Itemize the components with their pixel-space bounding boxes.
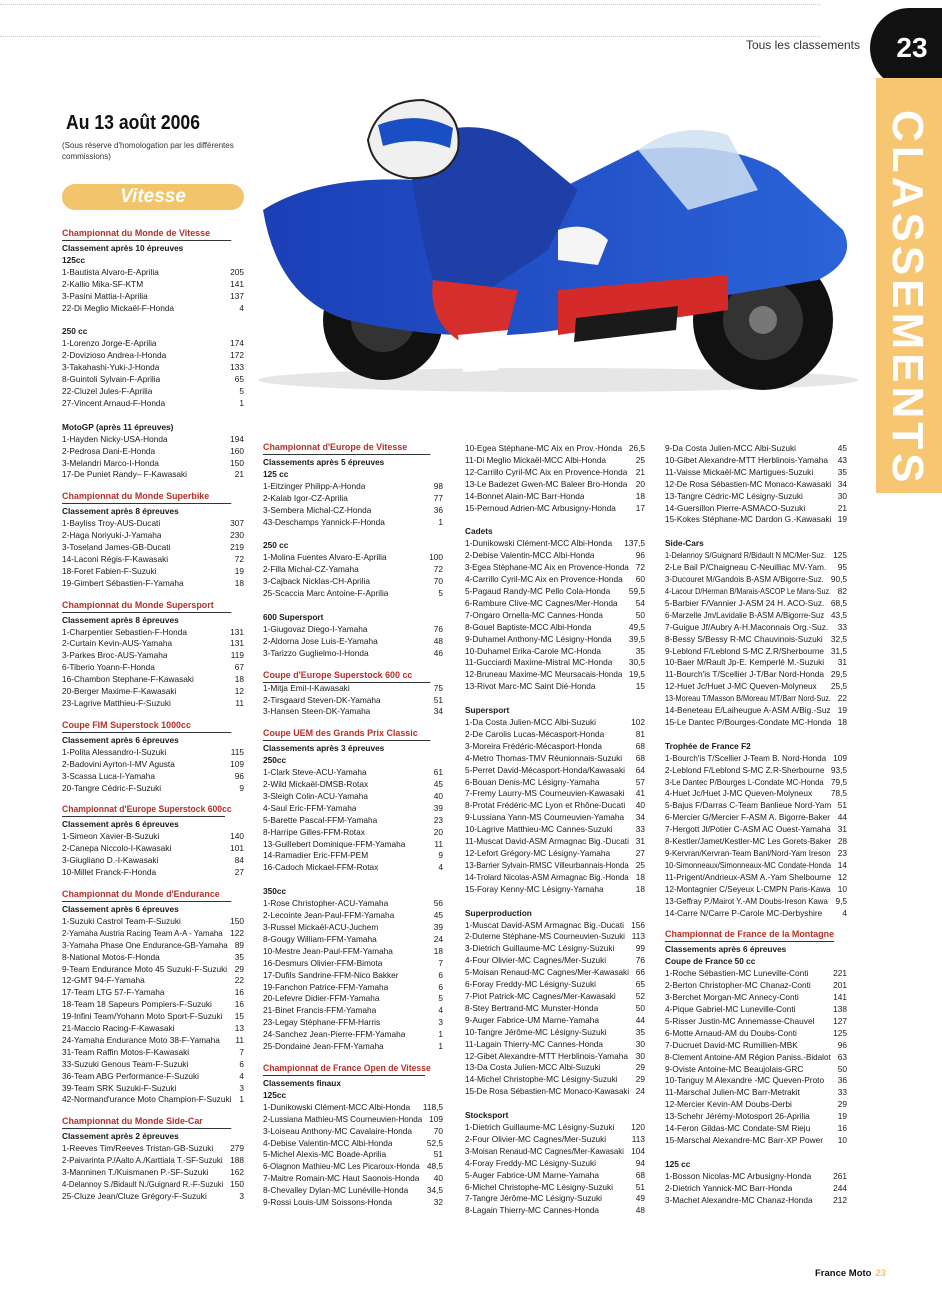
result-row: 25-Dondaine Jean-FFM-Yamaha 1 bbox=[263, 1041, 443, 1052]
result-row: 12-Gibet Alexandre-MTT Herblinois-Yamaha 30 bbox=[465, 1050, 645, 1061]
result-row: 4-Metro Thomas-TMV Réunionnais-Suzuki 68 bbox=[465, 752, 645, 763]
result-row: 8-Gougy William-FFM-Yamaha 24 bbox=[263, 933, 443, 944]
result-row: 12-Huet Jc/Huet J-MC Queven-Molyneux 25,5 bbox=[665, 681, 847, 692]
result-row: 7-Guigue Jf/Aubry A-H.Maconnais Org.-Suz. 33 bbox=[665, 621, 847, 632]
result-row: 9-Team Endurance Moto 45 Suzuki-F-Suzuki 29 bbox=[62, 963, 244, 974]
result-row: 1-Dunikowski Clément-MCC Albi-Honda 137,5 bbox=[465, 538, 645, 549]
result-row: 17-Dufils Sandrine-FFM-Nico Bakker 6 bbox=[263, 969, 443, 980]
homologation-note: (Sous réserve d'homologation par les différentes commissions) bbox=[62, 141, 234, 161]
result-row: 24-Sanchez Jean-Pierre-FFM-Yamaha 1 bbox=[263, 1029, 443, 1040]
result-row: 7-Maitre Romain-MC Haut Saonois-Honda 40 bbox=[263, 1173, 443, 1184]
result-row: 21-Binet Francis-FFM-Yamaha 4 bbox=[263, 1005, 443, 1016]
top-dotted-rule bbox=[0, 4, 820, 5]
subheading: Classement après 8 épreuves bbox=[62, 614, 179, 625]
result-row: 10-Tangre Jérôme-MC Lésigny-Suzuki 35 bbox=[465, 1026, 645, 1037]
result-row: 36-Team ABG Performance-F-Suzuki 4 bbox=[62, 1070, 244, 1081]
result-row: 2-Leblond F/Leblond S-MC Z.R-Sherbourne 93,5 bbox=[665, 764, 847, 775]
result-row: 1-Simeon Xavier-B-Suzuki 140 bbox=[62, 831, 244, 842]
result-row: 16-Desmurs Olivier-FFM-Bimota 7 bbox=[263, 957, 443, 968]
result-row: 1-Polita Alessandro-I-Suzuki 115 bbox=[62, 746, 244, 757]
class-label-250cc: 250 cc bbox=[62, 326, 88, 337]
heading-superstock-600: Championnat d'Europe Superstock 600cc bbox=[62, 804, 232, 816]
result-row: 8-Clement Antoine-AM Région Paniss.-Bidalot 63 bbox=[665, 1051, 847, 1062]
heading-uem-classic: Coupe UEM des Grands Prix Classic bbox=[263, 727, 430, 741]
result-row: 27-Vincent Arnaud-F-Honda 1 bbox=[62, 397, 244, 408]
class-label-250cc: 250cc bbox=[263, 755, 287, 766]
result-row: 42-Normand'urance Moto Champion-F-Suzuki 1 bbox=[62, 1094, 244, 1105]
result-row: 12-GMT 94-F-Yamaha 22 bbox=[62, 975, 244, 986]
result-row: 9-Rossi Louis-UM Soissons-Honda 32 bbox=[263, 1197, 443, 1208]
result-row: 11-Bourch'is T/Scellier J-T/Bar Nord-Honda 29,5 bbox=[665, 669, 847, 680]
result-row: 2-Debise Valentin-MCC Albi-Honda 96 bbox=[465, 550, 645, 561]
result-row: 10-Tanguy M Alexandre -MC Queven-Proto 36 bbox=[665, 1075, 847, 1086]
result-row: 11-Marschal Julien-MC Barr-Metrakit 33 bbox=[665, 1087, 847, 1098]
result-row: 3-Berchet Morgan-MC Annecy-Conti 141 bbox=[665, 992, 847, 1003]
result-row: 23-Lagrive Matthieu-F-Suzuki 11 bbox=[62, 698, 244, 708]
result-row: 13-Tangre Cédric-MC Lésigny-Suzuki 30 bbox=[665, 490, 847, 501]
result-row: 6-Rambure Clive-MC Cagnes/Mer-Honda 54 bbox=[465, 597, 645, 608]
result-row: 14-Feron Gildas-MC Condate-SM Rieju 16 bbox=[665, 1123, 847, 1134]
result-row: 3-Hansen Steen-DK-Yamaha 34 bbox=[263, 706, 443, 717]
result-row: 13-Schehr Jérémy-Motosport 26-Aprilia 19 bbox=[665, 1111, 847, 1122]
result-row: 3-Parkes Broc-AUS-Yamaha 119 bbox=[62, 650, 244, 661]
result-row: 22-Cluzel Jules-F-Aprilia 5 bbox=[62, 385, 244, 396]
class-label-125cc: 125cc bbox=[263, 1089, 287, 1100]
result-row: 2-Berton Christopher-MC Chanaz-Conti 201 bbox=[665, 980, 847, 991]
result-row: 20-Berger Maxime-F-Kawasaki 12 bbox=[62, 686, 244, 697]
result-row: 3-Sembera Michal-CZ-Honda 36 bbox=[263, 504, 443, 515]
result-row: 3-Manninen T./Kuismanen P.-SF-Suzuki 162 bbox=[62, 1167, 244, 1178]
subheading: Classement après 2 épreuves bbox=[62, 1131, 179, 1142]
result-row: 13-Geffray P./Mairot Y.-AM Doubs-Ireson Kawa 9,5 bbox=[665, 895, 847, 906]
subheading: Classement après 10 épreuves bbox=[62, 243, 184, 253]
result-row: 3-Moreira Frédéric-Mécasport-Honda 68 bbox=[465, 740, 645, 751]
result-row: 15-De Rosa Sébastien-MC Monaco-Kawasaki 24 bbox=[465, 1086, 645, 1097]
result-row: 10-Duhamel Erika-Carole MC-Honda 35 bbox=[465, 645, 645, 656]
class-label-125cc: 125 cc bbox=[665, 1158, 691, 1169]
vitesse-banner: Vitesse bbox=[62, 184, 244, 210]
result-row: 13-Da Costa Julien-MCC Albi-Suzuki 29 bbox=[465, 1062, 645, 1073]
result-row: 20-Lefevre Didier-FFM-Yamaha 5 bbox=[263, 993, 443, 1004]
class-label-side-cars: Side-Cars bbox=[665, 538, 704, 549]
result-row: 13-Rivot Marc-MC Saint Dié-Honda 15 bbox=[465, 681, 645, 692]
result-row: 3-Yamaha Phase One Endurance-GB-Yamaha 89 bbox=[62, 939, 244, 950]
heading-france-open: Championnat de France Open de Vitesse bbox=[263, 1062, 431, 1074]
result-row: 14-Michel Christophe-MC Lésigny-Suzuki 29 bbox=[465, 1074, 645, 1085]
result-row: 11-Lagain Thierry-MC Cannes-Honda 30 bbox=[465, 1038, 645, 1049]
heading-superbike: Championnat du Monde Superbike bbox=[62, 490, 231, 504]
result-row: 9-Kervran/Kervran-Team Banl/Nord-Yam Ireson 23 bbox=[665, 848, 847, 858]
subheading: Classement après 6 épreuves bbox=[62, 819, 179, 830]
result-row: 2-Filla Michal-CZ-Yamaha 72 bbox=[263, 564, 443, 575]
class-label-350cc: 350cc bbox=[263, 886, 287, 897]
class-label-cadets: Cadets bbox=[465, 526, 493, 537]
result-row: 3-Scassa Luca-I-Yamaha 96 bbox=[62, 770, 244, 781]
result-row: 12-Carrillo Cyril-MC Aix en Provence-Honda 21 bbox=[465, 466, 645, 477]
result-row: 2-Kallio Mika-SF-KTM 141 bbox=[62, 278, 244, 289]
result-row: 1-Muscat David-ASM Armagnac Big.-Ducati 156 bbox=[465, 919, 645, 930]
result-row: 15-Le Dantec P/Bourges-Condate MC-Honda 18 bbox=[665, 716, 847, 727]
result-row: 4-Four Olivier-MC Cagnes/Mer-Suzuki 76 bbox=[465, 955, 645, 966]
result-row: 1-Roche Sébastien-MC Luneville-Conti 221 bbox=[665, 968, 847, 979]
result-row: 10-Mestre Jean-Paul-FFM-Yamaha 18 bbox=[263, 945, 443, 956]
class-label-250cc: 250 cc bbox=[263, 540, 289, 551]
result-row: 1-Lorenzo Jorge-E-Aprilia 174 bbox=[62, 338, 244, 349]
result-row: 11-Gucciardi Maxime-Mistral MC-Honda 30,5 bbox=[465, 657, 645, 668]
result-row: 17-Team LTG 57-F-Yamaha 16 bbox=[62, 987, 244, 998]
result-row: 8-Chevalley Dylan-MC Lunéville-Honda 34,5 bbox=[263, 1185, 443, 1196]
result-row: 1-Da Costa Julien-MCC Albi-Suzuki 102 bbox=[465, 717, 645, 728]
result-row: 2-Wild Mickaël-DMSB-Rotax 45 bbox=[263, 779, 443, 790]
result-row: 7-Ongaro Ornella-MC Cannes-Honda 50 bbox=[465, 609, 645, 620]
result-row: 11-Di Meglio Mickaël-MCC Albi-Honda 25 bbox=[465, 454, 645, 465]
subheading: Classements après 5 épreuves bbox=[263, 457, 385, 467]
result-row: 12-Bruneau Maxime-MC Meursacais-Honda 19,5 bbox=[465, 669, 645, 680]
footer-folio: France Moto 23 bbox=[815, 1268, 887, 1279]
result-row: 10-Baer M/Rault Jp-E. Kemperlé M.-Suzuki 31 bbox=[665, 657, 847, 668]
result-row: 1-Eitzinger Philipp-A-Honda 98 bbox=[263, 480, 443, 491]
result-row: 8-Stey Bertrand-MC Munster-Honda 50 bbox=[465, 1002, 645, 1013]
result-row: 39-Team SRK Suzuki-F-Suzuki 3 bbox=[62, 1082, 244, 1093]
result-row: 2-Lussiana Mathieu-MS Courneuvien-Honda 109 bbox=[263, 1113, 443, 1124]
result-row: 2-Duterne Stéphane-MS Courneuvien-Suzuki 113 bbox=[465, 931, 645, 942]
page-number-badge: 23 bbox=[870, 8, 942, 88]
result-row: 1-Bosson Nicolas-MC Arbusigny-Honda 261 bbox=[665, 1170, 847, 1181]
class-label-125cc: 125cc bbox=[62, 254, 86, 265]
section-label: Tous les classements bbox=[745, 38, 860, 52]
result-row: 4-Carrillo Cyril-MC Aix en Provence-Honda 60 bbox=[465, 574, 645, 585]
result-row: 9-Oviste Antoine-MC Beaujolais-GRC 50 bbox=[665, 1063, 847, 1074]
result-row: 24-Yamaha Endurance Moto 38-F-Yamaha 11 bbox=[62, 1034, 244, 1045]
class-label-trophee-f2: Trophée de France F2 bbox=[665, 740, 751, 751]
motorcycle-racer-photo bbox=[258, 80, 876, 400]
heading-europe-vitesse: Championnat d'Europe de Vitesse bbox=[263, 441, 430, 455]
result-row: 1-Delannoy S/Guignard R/Bidault N MC/Mer-Suz. 125 bbox=[665, 550, 847, 561]
result-row: 9-Duhamel Anthony-MC Lésigny-Honda 39,5 bbox=[465, 633, 645, 644]
results-column-3 bbox=[465, 443, 645, 1217]
result-row: 12-Lefort Grégory-MC Lésigny-Yamaha 27 bbox=[465, 848, 645, 858]
result-row: 3-Cajback Nicklas-CH-Aprilia 70 bbox=[263, 576, 443, 587]
result-row: 2-Paivarinta P./Aalto A./Karttiala T.-SF-Suzuki 188 bbox=[62, 1155, 244, 1166]
result-row: 22-Di Meglio Mickaël-F-Honda 4 bbox=[62, 302, 244, 313]
result-row: 7-Fremy Laurry-MS Courneuvien-Kawasaki 41 bbox=[465, 788, 645, 799]
result-row: 16-Cadoch Mickael-FFM-Rotax 4 bbox=[263, 862, 443, 873]
heading-montagne: Championnat de France de la Montagne bbox=[665, 929, 835, 941]
result-row: 15-Foray Kenny-MC Lésigny-Yamaha 18 bbox=[465, 883, 645, 894]
subheading: Classements après 3 épreuves bbox=[263, 743, 385, 754]
result-row: 14-Beneteau E/Laiheugue A-ASM A/Big.-Suz 19 bbox=[665, 705, 847, 716]
result-row: 3-Ducouret M/Gandois B-ASM A/Bigorre-Suz. 90,5 bbox=[665, 574, 847, 585]
result-row: 14-Laconi Régis-F-Kawasaki 72 bbox=[62, 553, 244, 564]
result-row: 2-Kalab Igor-CZ-Aprilia 77 bbox=[263, 492, 443, 503]
result-row: 1-Mitja Emil-I-Kawasaki 75 bbox=[263, 682, 443, 693]
date-title: Au 13 août 2006 bbox=[66, 112, 201, 134]
result-row: 8-Kestler/Jamet/Kestler-MC Les Gorets-Baker 28 bbox=[665, 836, 847, 847]
result-row: 15-Kokes Stéphane-MC Dardon G.-Kawasaki 19 bbox=[665, 514, 847, 525]
class-label-superproduction: Superproduction bbox=[465, 907, 532, 918]
result-row: 5-Risser Justin-MC Annemasse-Chauvel 127 bbox=[665, 1015, 847, 1026]
result-row: 2-Lecointe Jean-Paul-FFM-Yamaha 45 bbox=[263, 910, 443, 921]
result-row: 14-Carre N/Carre P-Carole MC-Derbyshire 4 bbox=[665, 907, 847, 918]
result-row: 7-Piot Patrick-MC Cagnes/Mer-Kawasaki 52 bbox=[465, 990, 645, 1001]
result-row: 5-Barbier F/Vannier J-ASM 24 H. ACO-Suz. 68,5 bbox=[665, 597, 847, 608]
result-row: 6-Mercier G/Mercier F-ASM A. Bigorre-Baker 44 bbox=[665, 812, 847, 823]
result-row: 16-Chambon Stephane-F-Kawasaki 18 bbox=[62, 674, 244, 685]
result-row: 12-Mercier Kevin-AM Doubs-Derbi 29 bbox=[665, 1099, 847, 1110]
result-row: 1-Bautista Alvaro-E-Aprilia 205 bbox=[62, 266, 244, 277]
result-row: 4-Delannoy S./Bidault N./Guignard R.-F-Suzuki 150 bbox=[62, 1179, 244, 1189]
result-row: 10-Millet Franck-F-Honda 27 bbox=[62, 867, 244, 878]
result-row: 2-Haga Noriyuki-J-Yamaha 230 bbox=[62, 530, 244, 541]
result-row: 9-Lussiana Yann-MS Courneuvien-Yamaha 34 bbox=[465, 812, 645, 823]
result-row: 14-Ramadier Eric-FFM-PEM 9 bbox=[263, 850, 443, 861]
result-row: 1-Bourch'is T/Scellier J-Team B. Nord-Honda 109 bbox=[665, 752, 847, 763]
result-row: 2-Aldorna Jose Luis-E-Yamaha 48 bbox=[263, 635, 443, 646]
result-row: 2-Le Bail P/Chaigneau C-Neuilliac MV-Yam. 95 bbox=[665, 562, 847, 573]
result-row: 9-Leblond F/Leblond S-MC Z.R/Sherbourne 31,5 bbox=[665, 645, 847, 656]
result-row: 1-Suzuki Castrol Team-F-Suzuki 150 bbox=[62, 915, 244, 926]
result-row: 8-Harripe Gilles-FFM-Rotax 20 bbox=[263, 826, 443, 837]
result-row: 8-Lagain Thierry-MC Cannes-Honda 48 bbox=[465, 1205, 645, 1216]
result-row: 8-Guintoli Sylvain-F-Aprilia 65 bbox=[62, 374, 244, 385]
result-row: 1-Rose Christopher-ACU-Yamaha 56 bbox=[263, 898, 443, 909]
result-row: 3-Giugliano D.-I-Kawasaki 84 bbox=[62, 855, 244, 866]
result-row: 3-Tarizzo Guglielmo-I-Honda 46 bbox=[263, 647, 443, 658]
class-label-stocksport: Stocksport bbox=[465, 1110, 509, 1121]
result-row: 13-Guillebert Dominique-FFM-Yamaha 11 bbox=[263, 838, 443, 849]
result-row: 1-Reeves Tim/Reeves Tristan-GB-Suzuki 279 bbox=[62, 1143, 244, 1154]
result-row: 4-Pique Gabriel-MC Luneville-Conti 138 bbox=[665, 1003, 847, 1014]
heading-supersport: Championnat du Monde Supersport bbox=[62, 599, 231, 613]
class-label-125cc: 125 cc bbox=[263, 468, 289, 479]
result-row: 4-Saul Eric-FFM-Yamaha 39 bbox=[263, 802, 443, 813]
result-row: 13-Barrier Sylvain-RMSC Villeurbannais-Honda 25 bbox=[465, 859, 645, 870]
subheading: Classement après 6 épreuves bbox=[62, 734, 179, 745]
result-row: 1-Dunikowski Clément-MCC Albi-Honda 118,5 bbox=[263, 1101, 443, 1112]
result-row: 17-De Puniet Randy– F-Kawasaki 21 bbox=[62, 469, 244, 480]
result-row: 19-Infini Team/Yohann Moto Sport-F-Suzuki 15 bbox=[62, 1011, 244, 1022]
class-label-supersport: Supersport bbox=[465, 705, 510, 716]
result-row: 12-Montagnier C/Seyeux L-CMPN Paris-Kawa 10 bbox=[665, 883, 847, 894]
heading-superstock-1000: Coupe FIM Superstock 1000cc bbox=[62, 719, 231, 733]
result-row: 3-Egea Stéphane-MC Aix en Provence-Honda 72 bbox=[465, 562, 645, 573]
result-row: 3-Pasini Mattia-I-Aprilia 137 bbox=[62, 290, 244, 301]
result-row: 21-Maccio Racing-F-Kawasaki 13 bbox=[62, 1023, 244, 1034]
result-row: 8-Gouel Baptiste-MCC Albi-Honda 49,5 bbox=[465, 621, 645, 632]
result-row: 6-Marzelle Jm/Lavidalie B-ASM A/Bigorre-Suz 43,5 bbox=[665, 609, 847, 620]
result-row: 20-Tangre Cédric-F-Suzuki 9 bbox=[62, 782, 244, 793]
result-row: 6-Michel Christophe-MC Lésigny-Suzuki 51 bbox=[465, 1181, 645, 1192]
subheading: Classements après 6 épreuves bbox=[665, 944, 787, 955]
result-row: 2-Dovizioso Andrea-I-Honda 172 bbox=[62, 350, 244, 361]
heading-endurance: Championnat du Monde d'Endurance bbox=[62, 888, 231, 902]
result-row: 10-Gibet Alexandre-MTT Herblinois-Yamaha 43 bbox=[665, 454, 847, 465]
result-row: 1-Hayden Nicky-USA-Honda 194 bbox=[62, 433, 244, 444]
result-row: 6-Bouan Denis-MC Lésigny-Yamaha 57 bbox=[465, 776, 645, 787]
results-column-1 bbox=[62, 227, 244, 1203]
result-row: 4-Lacour D/Herman B/Marais-ASCOP Le Mans-Suz. 82 bbox=[665, 585, 847, 596]
result-row: 18-Team 18 Sapeurs Pompiers-F-Suzuki 16 bbox=[62, 999, 244, 1010]
result-row: 2-Yamaha Austria Racing Team A-A - Yamaha 122 bbox=[62, 927, 244, 938]
result-row: 14-Bonnet Alain-MC Barr-Honda 18 bbox=[465, 490, 645, 501]
result-row: 3-Sleigh Colin-ACU-Yamaha 40 bbox=[263, 790, 443, 801]
vertical-title: CLASSEMENTS bbox=[883, 110, 932, 487]
result-row: 9-Da Costa Julien-MCC Albi-Suzuki 45 bbox=[665, 443, 847, 453]
result-row: 2-Tirsgaard Steven-DK-Yamaha 51 bbox=[263, 694, 443, 705]
result-row: 10-Lagrive Matthieu-MC Cannes-Suzuki 33 bbox=[465, 824, 645, 835]
result-row: 3-Loiseau Anthony-MC Cavalaire-Honda 70 bbox=[263, 1125, 443, 1136]
result-row: 8-Bessy S/Bessy R-MC Chauvinois-Suzuki 32,5 bbox=[665, 633, 847, 644]
result-row: 18-Foret Fabien-F-Suzuki 19 bbox=[62, 565, 244, 576]
results-column-2 bbox=[263, 441, 443, 1209]
result-row: 3-Toseland James-GB-Ducati 219 bbox=[62, 542, 244, 553]
result-row: 7-Tangre Jérôme-MC Lésigny-Suzuki 49 bbox=[465, 1193, 645, 1204]
result-row: 5-Auger Fabrice-UM Marne-Yamaha 68 bbox=[465, 1169, 645, 1180]
result-row: 1-Giugovaz Diego-I-Yamaha 76 bbox=[263, 623, 443, 634]
result-row: 43-Deschamps Yannick-F-Honda 1 bbox=[263, 516, 443, 527]
result-row: 7-Hergott Jl/Potier C-ASM AC Ouest-Yamaha 31 bbox=[665, 824, 847, 835]
result-row: 15-Pernoud Adrien-MC Arbusigny-Honda 17 bbox=[465, 502, 645, 513]
result-row: 25-Cluze Jean/Cluze Grégory-F-Suzuki 3 bbox=[62, 1190, 244, 1201]
result-row: 4-Foray Freddy-MC Lésigny-Suzuki 94 bbox=[465, 1157, 645, 1168]
result-row: 5-Moisan Renaud-MC Cagnes/Mer-Kawasaki 66 bbox=[465, 967, 645, 978]
result-row: 11-Vaisse Mickaël-MC Martigues-Suzuki 35 bbox=[665, 466, 847, 477]
result-row: 1-Bayliss Troy-AUS-Ducati 307 bbox=[62, 518, 244, 529]
result-row: 11-Muscat David-ASM Armagnac Big.-Ducati 31 bbox=[465, 836, 645, 847]
result-row: 2-Badovini Ayrton-I-MV Agusta 109 bbox=[62, 758, 244, 769]
result-row: 6-Motte Arnaud-AM du Doubs-Conti 125 bbox=[665, 1027, 847, 1038]
result-row: 13-Moreau T/Masson B/Moreau MT/Barr Nord-Suz. 22 bbox=[665, 693, 847, 704]
result-row: 3-Russel Mickaël-ACU-Juchem 39 bbox=[263, 922, 443, 932]
class-label-motogp: MotoGP (après 11 épreuves) bbox=[62, 421, 174, 432]
result-row: 2-Dietrich Yannick-MC Barr-Honda 244 bbox=[665, 1182, 847, 1193]
result-row: 10-Simonneaux/Simonneaux-MC Condate-Honda 14 bbox=[665, 859, 847, 870]
result-row: 15-Marschal Alexandre-MC Barr-XP Power 10 bbox=[665, 1134, 847, 1145]
result-row: 5-Perret David-Mécasport-Honda/Kawasaki 64 bbox=[465, 764, 645, 775]
result-row: 7-Ducruet David-MC Rumillien-MBK 96 bbox=[665, 1039, 847, 1050]
result-row: 3-Dietrich Guillaume-MC Lésigny-Suzuki 99 bbox=[465, 943, 645, 954]
result-row: 31-Team Raffin Motos-F-Kawasaki 7 bbox=[62, 1046, 244, 1057]
result-row: 2-Four Olivier-MC Cagnes/Mer-Suzuki 113 bbox=[465, 1133, 645, 1144]
result-row: 2-De Carolis Lucas-Mécasport-Honda 81 bbox=[465, 728, 645, 739]
result-row: 23-Legay Stéphane-FFM-Harris 3 bbox=[263, 1017, 443, 1028]
result-row: 33-Suzuki Genous Team-F-Suzuki 6 bbox=[62, 1058, 244, 1069]
result-row: 2-Pedrosa Dani-E-Honda 160 bbox=[62, 445, 244, 456]
result-row: 3-Melandri Marco-I-Honda 150 bbox=[62, 457, 244, 468]
result-row: 1-Molina Fuentes Alvaro-E-Aprilia 100 bbox=[263, 552, 443, 563]
subheading: Classements finaux bbox=[263, 1077, 341, 1088]
result-row: 6-Olagnon Mathieu-MC Les Picaroux-Honda 48,5 bbox=[263, 1161, 443, 1172]
result-row: 1-Dietrich Guillaume-MC Lésigny-Suzuki 120 bbox=[465, 1122, 645, 1133]
result-row: 6-Foray Freddy-MC Lésigny-Suzuki 65 bbox=[465, 979, 645, 990]
result-row: 9-Auger Fabrice-UM Marne-Yamaha 44 bbox=[465, 1014, 645, 1025]
result-row: 5-Barette Pascal-FFM-Yamaha 23 bbox=[263, 814, 443, 825]
result-row: 2-Curtain Kevin-AUS-Yamaha 131 bbox=[62, 638, 244, 649]
result-row: 14-Trolard Nicolas-ASM Armagnac Big.-Honda 18 bbox=[465, 871, 645, 882]
result-row: 2-Canepa Niccolo-I-Kawasaki 101 bbox=[62, 843, 244, 854]
heading-europe-superstock-600: Coupe d'Europe Superstock 600 cc bbox=[263, 669, 430, 683]
class-label-50cc: Coupe de France 50 cc bbox=[665, 956, 756, 967]
result-row: 3-Takahashi-Yuki-J-Honda 133 bbox=[62, 362, 244, 373]
subheading: Classement après 6 épreuves bbox=[62, 903, 179, 914]
result-row: 12-De Rosa Sébastien-MC Monaco-Kawasaki 34 bbox=[665, 478, 847, 489]
heading-side-car: Championnat du Monde Side-Car bbox=[62, 1115, 231, 1129]
result-row: 10-Egea Stéphane-MC Aix en Prov.-Honda 26,5 bbox=[465, 443, 645, 453]
results-column-4 bbox=[665, 443, 847, 1206]
result-row: 3-Le Dantec P/Bourges L-Condate MC-Honda 79,5 bbox=[665, 776, 847, 787]
heading-monde-vitesse: Championnat du Monde de Vitesse bbox=[62, 227, 231, 241]
result-row: 14-Guersillon Pierre-ASMACO-Suzuki 21 bbox=[665, 502, 847, 513]
result-row: 1-Clark Steve-ACU-Yamaha 61 bbox=[263, 767, 443, 778]
result-row: 4-Debise Valentin-MCC Albi-Honda 52,5 bbox=[263, 1137, 443, 1148]
result-row: 3-Machet Alexandre-MC Chanaz-Honda 212 bbox=[665, 1194, 847, 1205]
result-row: 8-Protat Frédéric-MC Lyon et Rhône-Ducati 40 bbox=[465, 800, 645, 811]
result-row: 1-Charpentier Sebastien-F-Honda 131 bbox=[62, 626, 244, 637]
subheading: Classement après 8 épreuves bbox=[62, 506, 179, 517]
result-row: 19-Fanchon Patrice-FFM-Yamaha 6 bbox=[263, 981, 443, 992]
result-row: 5-Pagaud Randy-MC Pello Cola-Honda 59,5 bbox=[465, 585, 645, 596]
result-row: 5-Michel Alexis-MC Boade-Aprilia 51 bbox=[263, 1149, 443, 1160]
result-row: 19-Gimbert Sébastien-F-Yamaha 18 bbox=[62, 577, 244, 588]
result-row: 5-Bajus F/Darras C-Team Banlieue Nord-Yam 51 bbox=[665, 800, 847, 811]
header-dotted-rule bbox=[0, 36, 820, 37]
class-label-600-supersport: 600 Supersport bbox=[263, 611, 324, 622]
result-row: 3-Moisan Renaud-MC Cagnes/Mer-Kawasaki 104 bbox=[465, 1145, 645, 1156]
result-row: 8-National Motos-F-Honda 35 bbox=[62, 951, 244, 962]
result-row: 6-Tiberio Yoann-F-Honda 67 bbox=[62, 662, 244, 673]
result-row: 13-Le Badezet Gwen-MC Baleer Bro-Honda 20 bbox=[465, 478, 645, 489]
result-row: 4-Huet Jc/Huet J-MC Queven-Molyneux 78,5 bbox=[665, 788, 847, 799]
result-row: 25-Scaccia Marc Antoine-F-Aprilia 5 bbox=[263, 588, 443, 599]
result-row: 11-Prigent/Andrieux-ASM A.-Yam Shelbourne 12 bbox=[665, 871, 847, 882]
